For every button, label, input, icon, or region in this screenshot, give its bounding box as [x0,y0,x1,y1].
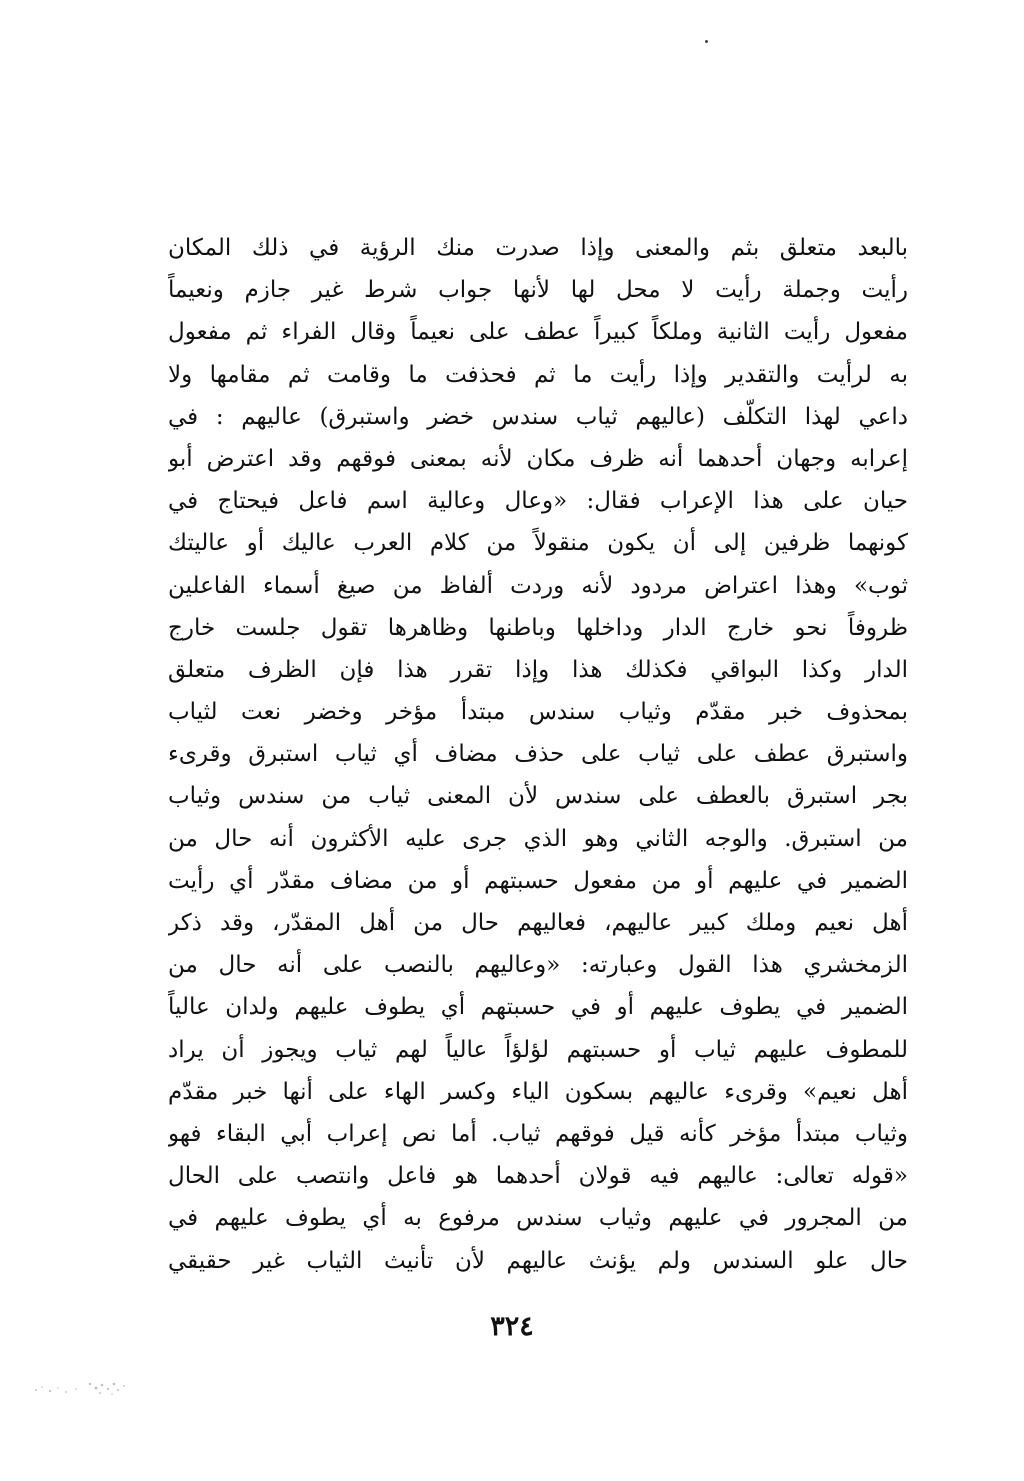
text-line: رأيت وجملة رأيت لا محل لها لأنها جواب شرط غير جازم ونعيماً [168,277,908,304]
text-line: الضمير في عليهم أو من مفعول حسبتهم أو من مضاف مقدّر أي رأيت [168,867,908,894]
text-line: داعي لهذا التكلّف (عاليهم ثياب سندس خضر واستبرق) عاليهم : في [168,403,908,430]
text-line: مفعول رأيت الثانية وملكاً كبيراً عطف على نعيماً وقال الفراء ثم مفعول [168,319,908,346]
text-line: وثياب مبتدأ مؤخر كأنه قيل فوقهم ثياب. أما نص إعراب أبي البقاء فهو [168,1120,908,1147]
text-line: بجر استبرق بالعطف على سندس لأن المعنى ثياب من سندس وثياب [168,783,908,810]
text-line: بالبعد متعلق بثم والمعنى وإذا صدرت منك الرؤية في ذلك المكان [168,235,908,261]
text-line: «قوله تعالى: عاليهم فيه قولان أحدهما هو فاعل وانتصب على الحال [168,1163,908,1190]
text-line: بمحذوف خبر مقدّم وثياب سندس مبتدأ مؤخر وخضر نعت لثياب [168,699,908,726]
text-line: الضمير في يطوف عليهم أو في حسبتهم أي يطوف عليهم ولدان عالياً [168,994,908,1021]
text-line: ظروفاً نحو خارج الدار وداخلها وباطنها وظاهرها تقول جلست خارج [168,614,908,641]
ink-speck [705,40,708,43]
text-line: حيان على هذا الإعراب فقال: «وعال وعالية اسم فاعل فيحتاج في [168,488,908,515]
page-number: ٣٢٤ [490,1311,534,1342]
scan-smudge [28,1372,158,1402]
text-line: به لرأيت والتقدير وإذا رأيت ما ثم فحذفت ما وقامت ثم مقامها ولا [168,361,908,388]
text-line: من استبرق. والوجه الثاني وهو الذي جرى عليه الأكثرون أنه حال من [168,825,908,852]
text-line: الدار وكذا البواقي فكذلك هذا وإذا تقرر هذا فإن الظرف متعلق [168,656,908,683]
text-line: حال علو السندس ولم يؤنث عاليهم لأن تأنيث الثياب غير حقيقي [168,1247,908,1274]
text-line: أهل نعيم» وقرىء عاليهم بسكون الياء وكسر الهاء على أنها خبر مقدّم [168,1078,908,1105]
text-line: ثوب» وهذا اعتراض مردود لأنه وردت ألفاظ من صيغ أسماء الفاعلين [168,572,908,599]
text-line: أهل نعيم وملك كبير عاليهم، فعاليهم حال من أهل المقدّر، وقد ذكر [168,910,908,936]
text-line: واستبرق عطف على ثياب على حذف مضاف أي ثياب استبرق وقرىء [168,741,908,768]
text-line: إعرابه وجهان أحدهما أنه ظرف مكان لأنه بمعنى فوقهم وقد اعترض أبو [168,445,908,472]
text-line: كونهما ظرفين إلى أن يكون منقولاً من كلام العرب عاليك أو عاليتك [168,530,908,557]
text-line: للمطوف عليهم ثياب أو حسبتهم لؤلؤاً عالياً لهم ثياب ويجوز أن يراد [168,1036,908,1063]
text-line: من المجرور في عليهم وثياب سندس مرفوع به أي يطوف عليهم في [168,1205,908,1232]
body-text [168,227,908,1282]
text-line: الزمخشري هذا القول وعبارته: «وعاليهم بالنصب على أنه حال من [168,952,908,979]
